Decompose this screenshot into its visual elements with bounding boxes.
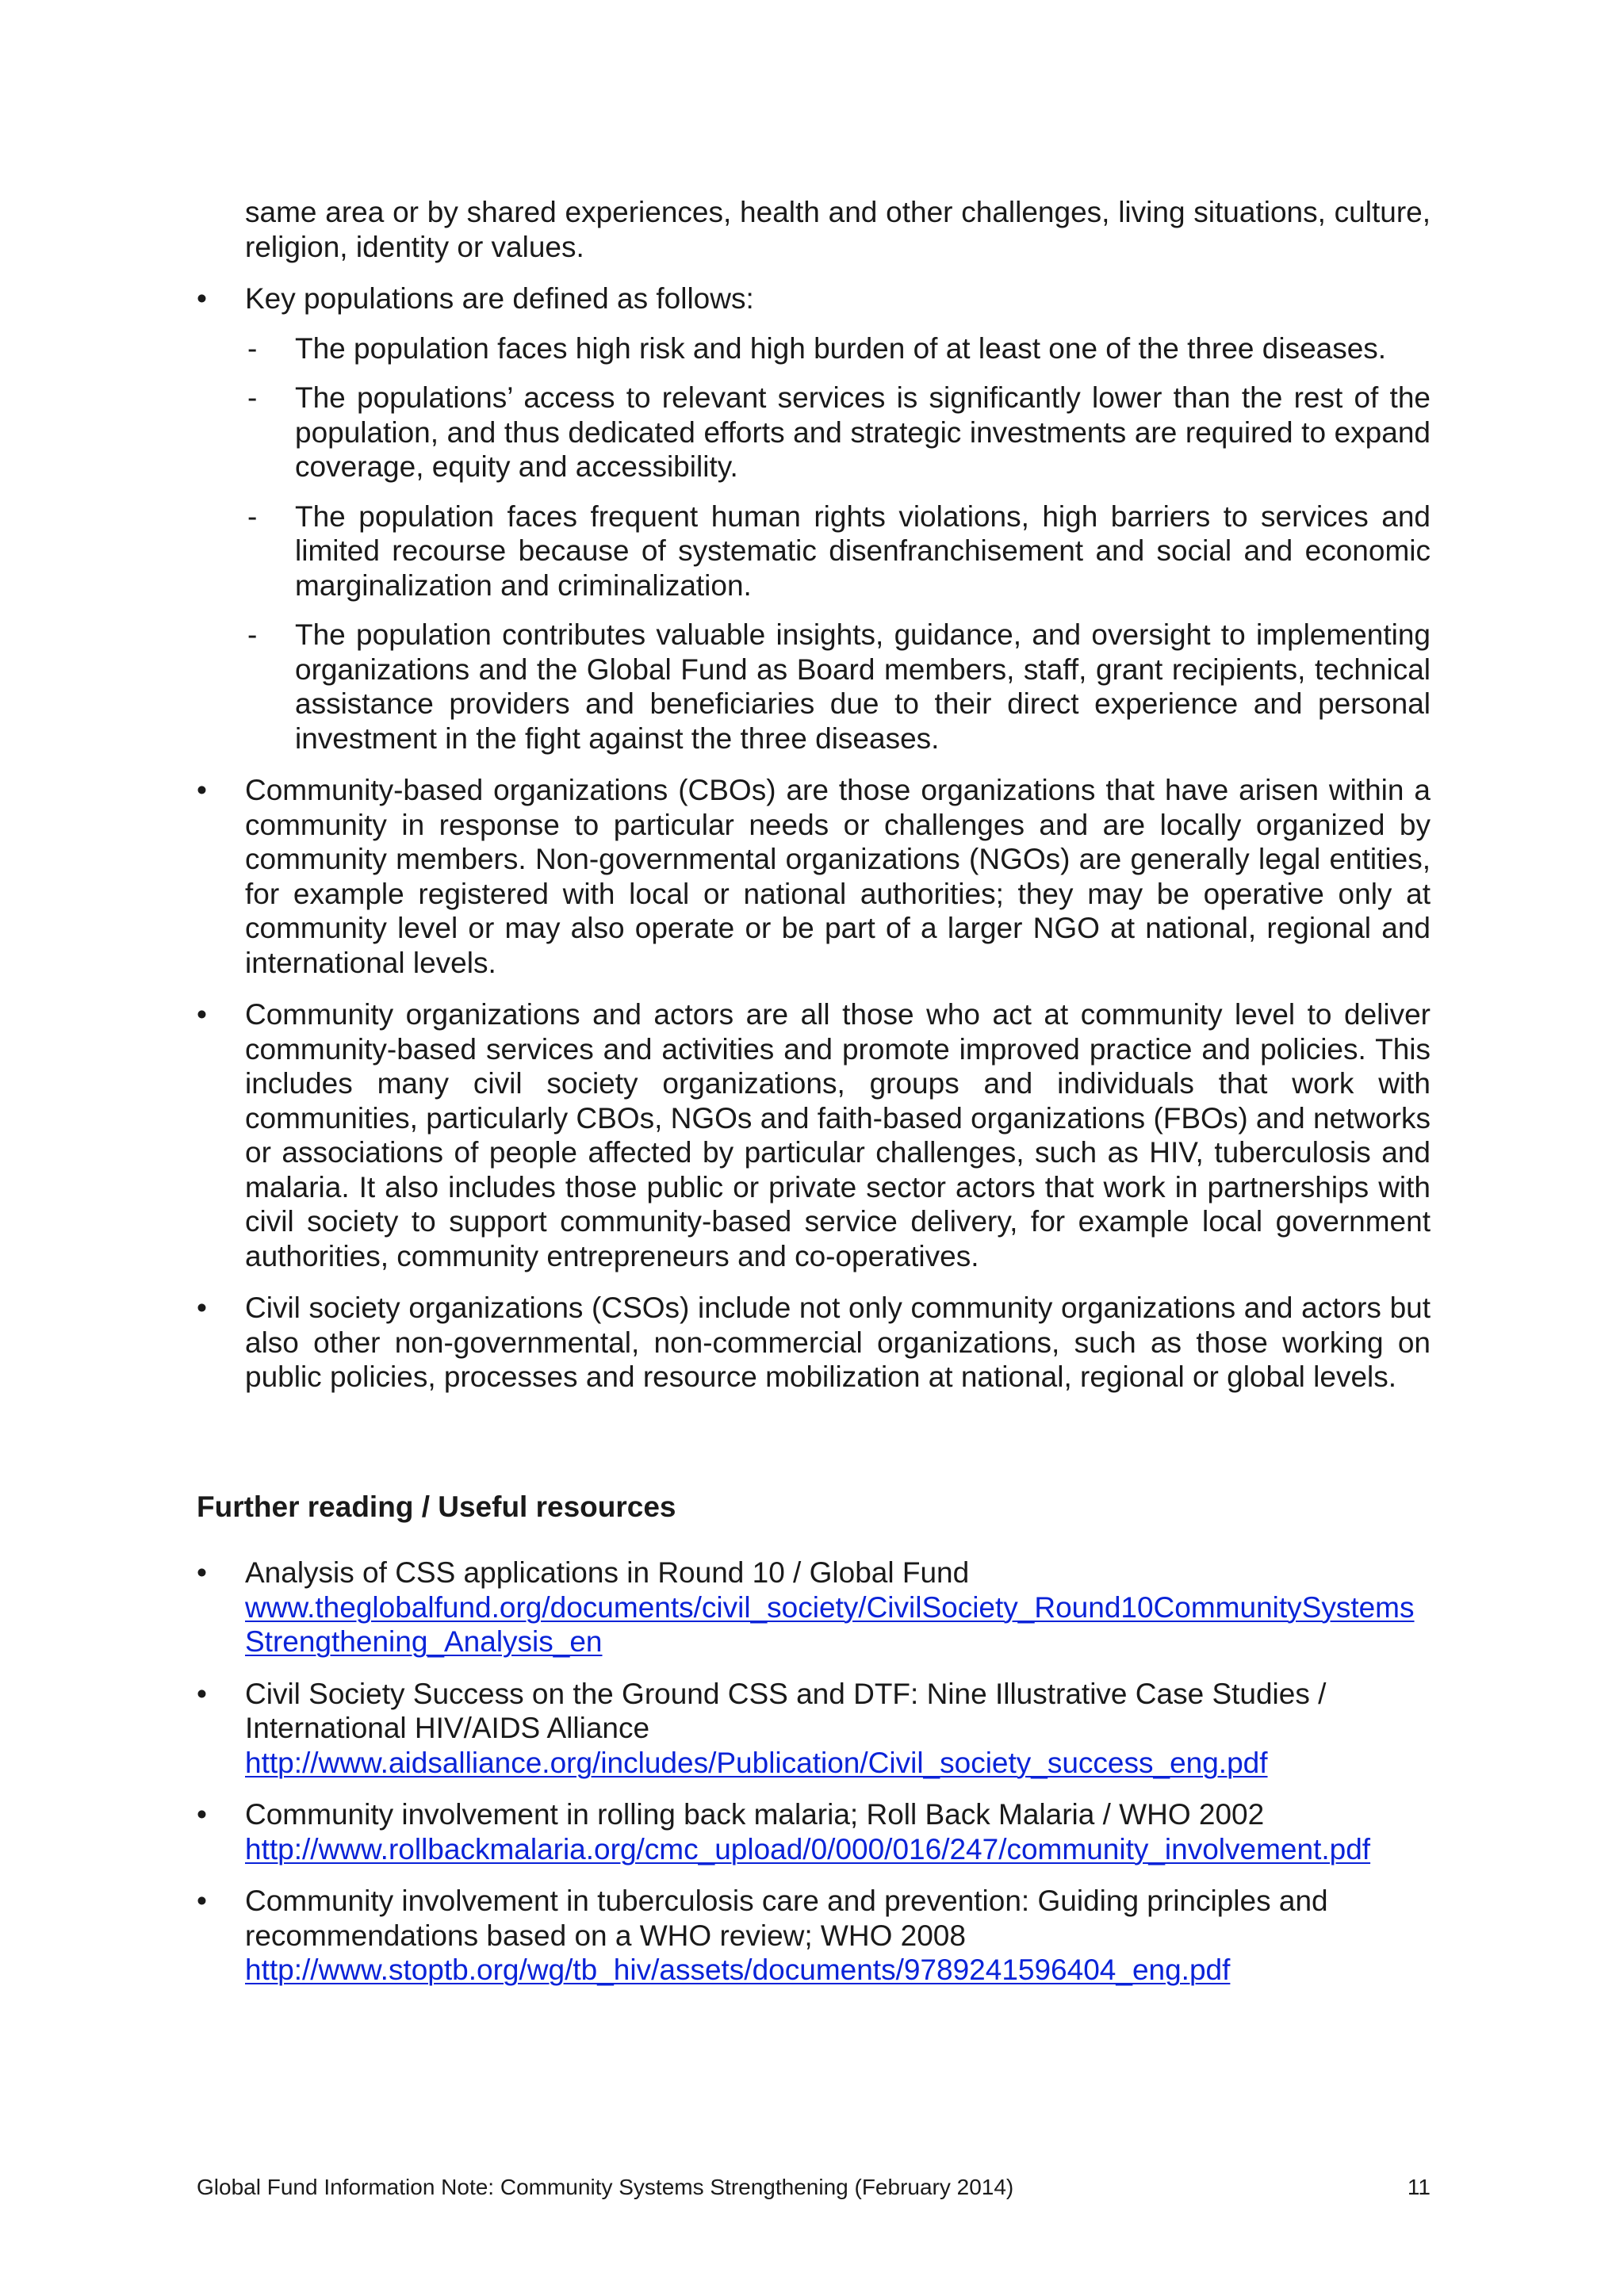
resource-item: [197, 1556, 1431, 1659]
list-item-key-populations: [197, 281, 1431, 316]
criteria-item: [197, 499, 1431, 603]
criteria-item: [197, 331, 1431, 366]
criteria-text: The population faces high risk and high burden of at least one of the three diseases.: [295, 331, 1387, 365]
resources-heading: Further reading / Useful resources: [197, 1490, 676, 1523]
criteria-item: [197, 381, 1431, 484]
resource-link[interactable]: http://www.rollbackmalaria.org/cmc_upload/0/000/016/247/community_involvement.pdf: [245, 1832, 1371, 1866]
bullet-icon: •: [197, 1556, 207, 1589]
resources-list: [197, 1556, 1431, 1988]
resource-link[interactable]: www.theglobalfund.org/documents/civil_society/CivilSociety_Round10CommunitySystemsStrengthening_Analysis_en: [245, 1590, 1415, 1658]
key-populations-lead: Key populations are defined as follows:: [245, 282, 754, 315]
criteria-text: The populations’ access to relevant services is significantly lower than the rest of the population, and thus dedicated efforts and strategic investments are required to expand coverage, equity and accessibility.: [295, 381, 1431, 483]
criteria-text: The population contributes valuable insights, guidance, and oversight to implementing organizations and the Global Fund as Board members, staff, grant recipients, technical assistance providers and beneficiaries due to their direct experience and personal investment in the fight against the three diseases.: [295, 618, 1431, 755]
resource-item: [197, 1797, 1431, 1866]
footer-title: Global Fund Information Note: Community Systems Strengthening (February 2014): [197, 2175, 1014, 2199]
csos-definition: Civil society organizations (CSOs) include not only community organizations and actors but also other non-governmental, non-commercial organizations, such as those working on public policies, processes and resource mobilization at national, regional or global levels.: [245, 1292, 1431, 1393]
list-item-cbos: [197, 773, 1431, 980]
resource-title: Civil Society Success on the Ground CSS and DTF: Nine Illustrative Case Studies / International HIV/AIDS Alliance: [245, 1677, 1327, 1744]
bullet-icon: •: [197, 998, 207, 1031]
dash-marker: -: [247, 381, 258, 414]
dash-marker: -: [247, 331, 258, 365]
bullet-icon: •: [197, 774, 207, 806]
continuation-paragraph: same area or by shared experiences, health and other challenges, living situations, culture, religion, identity or values.: [245, 196, 1431, 263]
resource-title: Analysis of CSS applications in Round 10 / Global Fund: [245, 1556, 970, 1589]
resource-link[interactable]: http://www.stoptb.org/wg/tb_hiv/assets/documents/9789241596404_eng.pdf: [245, 1954, 1231, 1986]
dash-marker: -: [247, 618, 258, 651]
bullet-icon: •: [197, 1885, 207, 1917]
list-item-community-orgs: [197, 997, 1431, 1273]
resource-item: [197, 1884, 1431, 1988]
resource-link[interactable]: http://www.aidsalliance.org/includes/Publication/Civil_society_success_eng.pdf: [245, 1746, 1268, 1779]
dash-marker: -: [247, 499, 258, 533]
bullet-icon: •: [197, 1292, 207, 1324]
bullet-icon: •: [197, 1677, 207, 1710]
community-orgs-definition: Community organizations and actors are all those who act at community level to deliver community-based services and activities and promote improved practice and policies. This includes many civil society organizations, groups and individuals that work with communities, particularly CBOs, NGOs and faith-based organizations (FBOs) and networks or associations of people affected by particular challenges, such as HIV, tuberculosis and malaria. It also includes those public or private sector actors that work in partnerships with civil society to support community-based service delivery, for example local government authorities, community entrepreneurs and co-operatives.: [245, 998, 1431, 1272]
resource-title: Community involvement in tuberculosis care and prevention: Guiding principles and recommendations based on a WHO review; WHO 2008: [245, 1885, 1328, 1952]
key-populations-criteria: [197, 331, 1431, 756]
definitions-list: [197, 281, 1431, 1395]
resource-item: [197, 1677, 1431, 1781]
page-number: 11: [1407, 2175, 1431, 2199]
resource-title: Community involvement in rolling back malaria; Roll Back Malaria / WHO 2002: [245, 1798, 1265, 1831]
criteria-text: The population faces frequent human rights violations, high barriers to services and limited recourse because of systematic disenfranchisement and social and economic marginalization and criminalization.: [295, 499, 1431, 602]
bullet-icon: •: [197, 1798, 207, 1831]
page-content: [197, 195, 1431, 1988]
cbos-definition: Community-based organizations (CBOs) are those organizations that have arisen within a community in response to particular needs or challenges and are locally organized by community members. Non-governmental organizations (NGOs) are generally legal entities, for example registered with local or national authorities; they may be operative only at community level or may also operate or be part of a larger NGO at national, regional and international levels.: [245, 774, 1431, 979]
list-item-csos: [197, 1291, 1431, 1395]
criteria-list: [197, 331, 1431, 756]
bullet-icon: •: [197, 282, 207, 315]
criteria-item: [197, 618, 1431, 756]
